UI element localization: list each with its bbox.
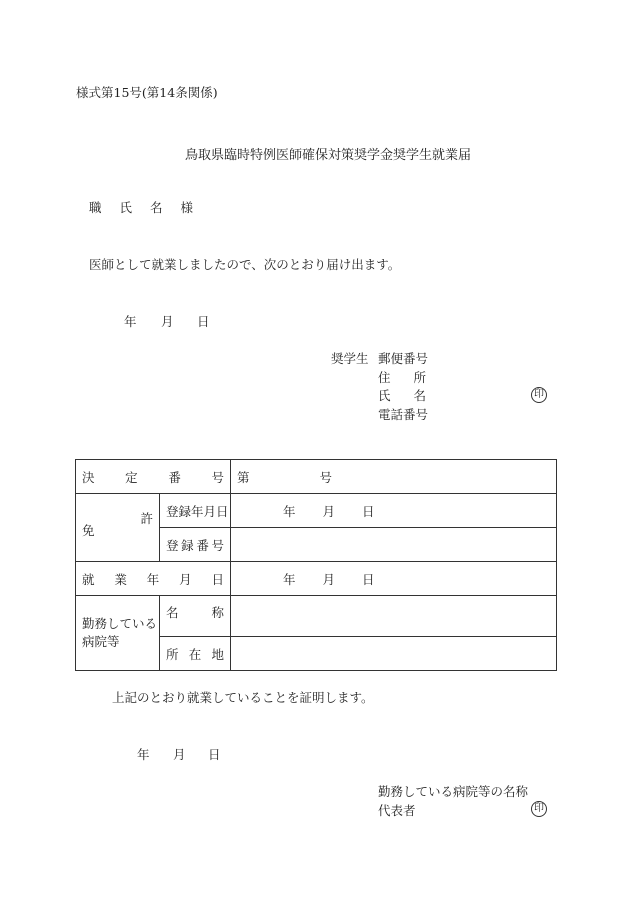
registration-date-field[interactable]: 年 月 日 [231, 494, 557, 528]
hospital-location-field[interactable] [231, 637, 557, 671]
certifier-org-label: 勤務している病院等の名称 [378, 784, 529, 799]
decision-number-label: 決 定 番 号 [76, 460, 231, 494]
addressee-char: 氏 [119, 200, 133, 215]
name-label: 氏 名 [378, 388, 426, 403]
date-month[interactable]: 月 [161, 314, 174, 329]
form-title: 鳥取県臨時特例医師確保対策奨学金奨学生就業届 [185, 148, 472, 163]
address-label: 住 所 [378, 370, 426, 385]
decision-number-field[interactable]: 第 号 [231, 460, 557, 494]
registration-number-label: 登 録 番 号 [160, 528, 231, 562]
table-row [76, 596, 557, 637]
employment-date-field[interactable]: 年 月 日 [231, 562, 557, 596]
employment-table [75, 459, 557, 671]
employment-date-label: 就 業 年 月 日 [76, 562, 231, 596]
table-row [76, 562, 557, 596]
registration-date-label: 登録年月日 [160, 494, 231, 528]
certifier-representative-label: 代表者 [378, 803, 416, 818]
postal-code-label: 郵便番号 [378, 351, 429, 366]
date-day[interactable]: 日 [197, 314, 210, 329]
hospital-name-field[interactable] [231, 596, 557, 637]
addressee-char: 様 [180, 200, 194, 215]
seal-mark: 印 [531, 801, 547, 817]
seal-mark: 印 [531, 387, 547, 403]
cert-date-month[interactable]: 月 [173, 747, 186, 762]
hospital-name-label: 名 称 [160, 596, 231, 637]
table-row [76, 460, 557, 494]
form-number: 様式第15号(第14条関係) [76, 85, 218, 100]
phone-label: 電話番号 [378, 407, 429, 422]
certification-statement: 上記のとおり就業していることを証明します。 [112, 690, 374, 705]
registration-number-field[interactable] [231, 528, 557, 562]
table-row [76, 494, 557, 528]
statement: 医師として就業しましたので、次のとおり届け出ます。 [89, 257, 401, 272]
addressee-char: 職 [89, 200, 102, 215]
hospital-location-label: 所 在 地 [160, 637, 231, 671]
license-label: 免 許 [76, 494, 160, 562]
cert-date-day[interactable]: 日 [208, 747, 221, 762]
hospital-label: 勤務している 病院等 [76, 596, 160, 671]
cert-date-year[interactable]: 年 [137, 747, 150, 762]
date-year[interactable]: 年 [124, 314, 137, 329]
addressee-char: 名 [150, 200, 163, 215]
addressee [89, 198, 193, 216]
applicant-role: 奨学生 [331, 351, 369, 366]
